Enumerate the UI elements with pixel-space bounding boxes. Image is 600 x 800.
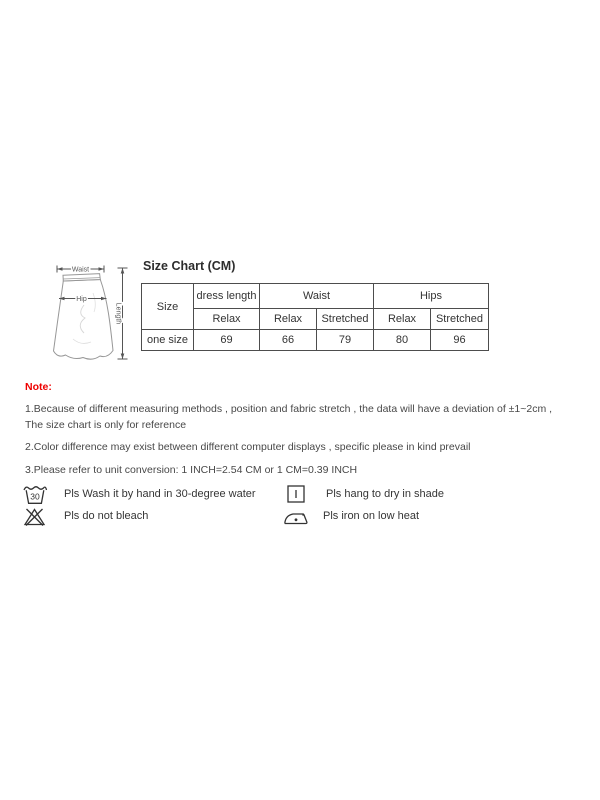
cell-hips-stretched: 96	[431, 330, 489, 351]
col-size-header: Size	[142, 284, 194, 330]
hang-dry-shade-icon	[286, 484, 314, 504]
do-not-bleach-icon	[22, 506, 52, 527]
col-hips-header: Hips	[374, 284, 489, 309]
skirt-outline	[54, 274, 114, 360]
skirt-diagram-svg	[45, 255, 140, 365]
care-label-hang-dry: Pls hang to dry in shade	[326, 488, 445, 500]
care-label-iron-low: Pls iron on low heat	[323, 510, 419, 522]
table-row	[142, 330, 489, 351]
care-item-handwash	[22, 483, 256, 505]
cell-waist-stretched: 79	[317, 330, 374, 351]
size-chart-table	[141, 283, 489, 351]
care-label-no-bleach: Pls do not bleach	[64, 510, 149, 522]
iron-low-heat-icon	[283, 506, 311, 527]
hip-label: Hip	[76, 295, 87, 303]
cell-waist-relax: 66	[260, 330, 317, 351]
handwash-30-icon	[22, 484, 52, 505]
dress-length-relax-subheader: Relax	[194, 309, 260, 330]
care-item-hang-dry	[286, 483, 444, 505]
care-item-no-bleach	[22, 505, 148, 527]
note-item-1-line-2: The size chart is only for reference	[25, 418, 187, 431]
col-dress-length-header: dress length	[194, 284, 260, 309]
cell-size: one size	[142, 330, 194, 351]
note-item-1	[25, 402, 591, 433]
care-label-handwash: Pls Wash it by hand in 30-degree water	[64, 488, 256, 500]
wash-temp-label: 30	[30, 491, 40, 502]
cell-dress-length-relax: 69	[194, 330, 260, 351]
hips-relax-subheader: Relax	[374, 309, 431, 330]
notes-section	[25, 380, 591, 485]
skirt-diagram	[45, 255, 140, 365]
care-item-iron-low	[283, 505, 419, 527]
waist-label: Waist	[71, 266, 90, 274]
note-item-2: 2.Color difference may exist between different computer displays , specific please in kind prevail	[25, 441, 471, 453]
waist-stretched-subheader: Stretched	[317, 309, 374, 330]
length-label: Length	[114, 302, 122, 325]
cell-hips-relax: 80	[374, 330, 431, 351]
note-item-1-line-1: 1.Because of different measuring methods , position and fabric stretch , the data will have a deviation of ±1~2cm ,	[25, 403, 553, 415]
col-waist-header: Waist	[260, 284, 374, 309]
note-heading: Note:	[25, 381, 52, 393]
size-chart-title: Size Chart (CM)	[143, 259, 236, 273]
hips-stretched-subheader: Stretched	[431, 309, 489, 330]
waist-relax-subheader: Relax	[260, 309, 317, 330]
note-item-3: 3.Please refer to unit conversion: 1 INCH=2.54 CM or 1 CM=0.39 INCH	[25, 463, 358, 476]
